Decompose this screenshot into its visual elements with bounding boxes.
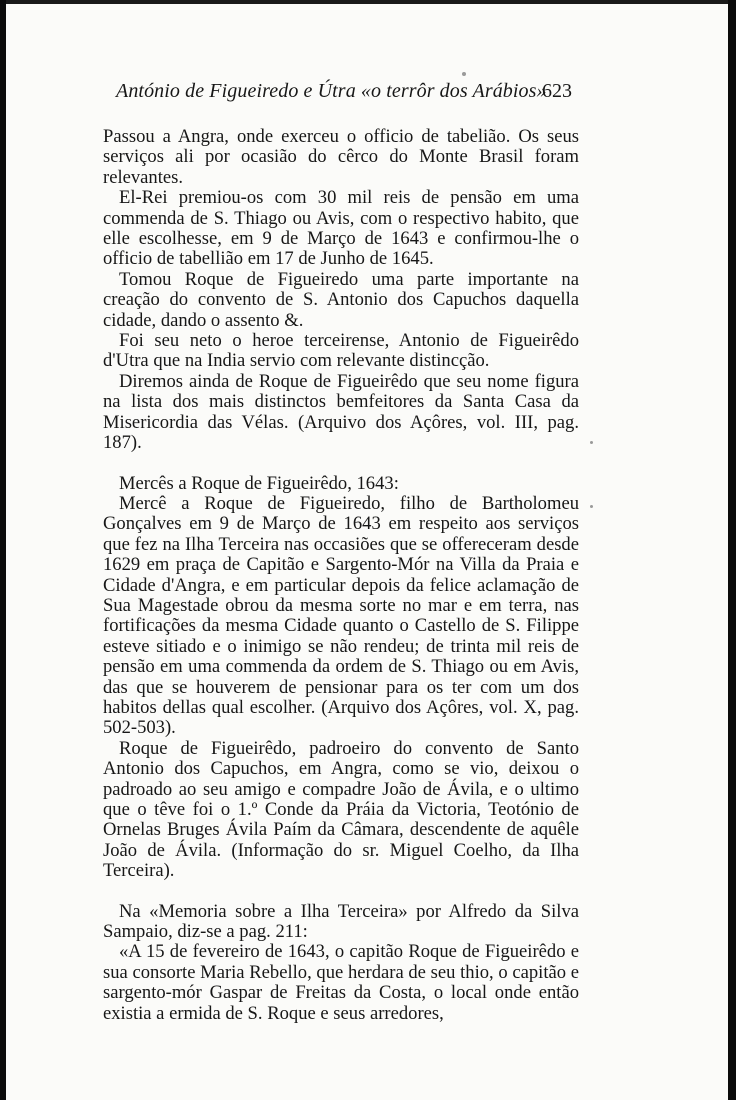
paragraph: El-Rei premiou-os com 30 mil reis de pensão em uma commenda de S. Thiago ou Avis, com o respectivo habito, que elle escolhesse, em 9 de Março de 1643 e confirmou-lhe o officio de tabellião em 17 de Junho de 1645. <box>103 187 579 270</box>
paragraph: Diremos ainda de Roque de Figueirêdo que seu nome figura na lista dos mais distinctos bemfeitores da Santa Casa da Misericordia das Vélas. (Arquivo dos Açôres, vol. III, pag. 187). <box>103 370 579 454</box>
paragraph: Passou a Angra, onde exerceu o officio de tabelião. Os seus serviços ali por ocasião do cêrco do Monte Brasil foram relevantes. <box>103 126 579 188</box>
paragraph: Foi seu neto o heroe terceirense, Antonio de Figueirêdo d'Utra que na India servio com relevante distincção. <box>103 330 579 372</box>
paragraph: Roque de Figueirêdo, padroeiro do convento de Santo Antonio dos Capuchos, em Angra, como se vio, deixou o padroado ao seu amigo e compadre João de Ávila, e o ultimo que o têve foi o 1.º Conde da Práia da Victoria, Teotónio de Ornelas Bruges Ávila Paím da Câmara, descendente de aquêle João de Ávila. (Informação do sr. Miguel Coelho, da Ilha Terceira). <box>103 737 579 882</box>
paragraph: Tomou Roque de Figueiredo uma parte importante na creação do convento de S. Antonio dos Capuchos daquella cidade, dando o assento &. <box>103 268 579 331</box>
page-header <box>116 80 572 110</box>
paragraph: Na «Memoria sobre a Ilha Terceira» por Alfredo da Silva Sampaio, diz-se a pag. 211: <box>103 900 579 943</box>
paragraph: Mercê a Roque de Figueiredo, filho de Bartholomeu Gonçalves em 9 de Março de 1643 em respeito aos serviços que fez na Ilha Terceira nas occasiões que se offereceram desde 1629 em praça de Capitão e Sargento-Mór na Villa da Praia e Cidade d'Angra, e em particular depois da felice aclamação de Sua Magestade obrou da mesma sorte no mar e em terra, nas fortificações da mesma Cidade quanto o Castello de S. Filippe esteve sitiado e o inimigo se não rendeu; de trinta mil reis de pensão em uma commenda da ordem de S. Thiago ou em Avis, das que se houverem de pensionar para os ter com um dos habitos dellas qual escolher. (Arquivo dos Açôres, vol. X, pag. 502-503). <box>103 492 579 739</box>
paragraph: Mercês a Roque de Figueirêdo, 1643: <box>119 472 399 494</box>
running-title: António de Figueiredo e Útra «o terrôr dos Arábios» <box>116 80 547 102</box>
scan-speck <box>590 441 593 444</box>
scan-speck <box>462 72 466 76</box>
scan-edge-top <box>0 0 736 4</box>
body-text <box>103 127 579 1024</box>
scan-edge-left <box>0 0 6 1100</box>
page-number: 623 <box>542 80 572 102</box>
scan-edge-right <box>728 0 736 1100</box>
scan-speck <box>590 505 593 508</box>
paragraph: «A 15 de fevereiro de 1643, o capitão Roque de Figueirêdo e sua consorte Maria Rebello, que herdara de seu thio, o capitão e sargento-mór Gaspar de Freitas da Costa, o local onde então existia a ermida de S. Roque e seus arredores, <box>103 941 579 1024</box>
